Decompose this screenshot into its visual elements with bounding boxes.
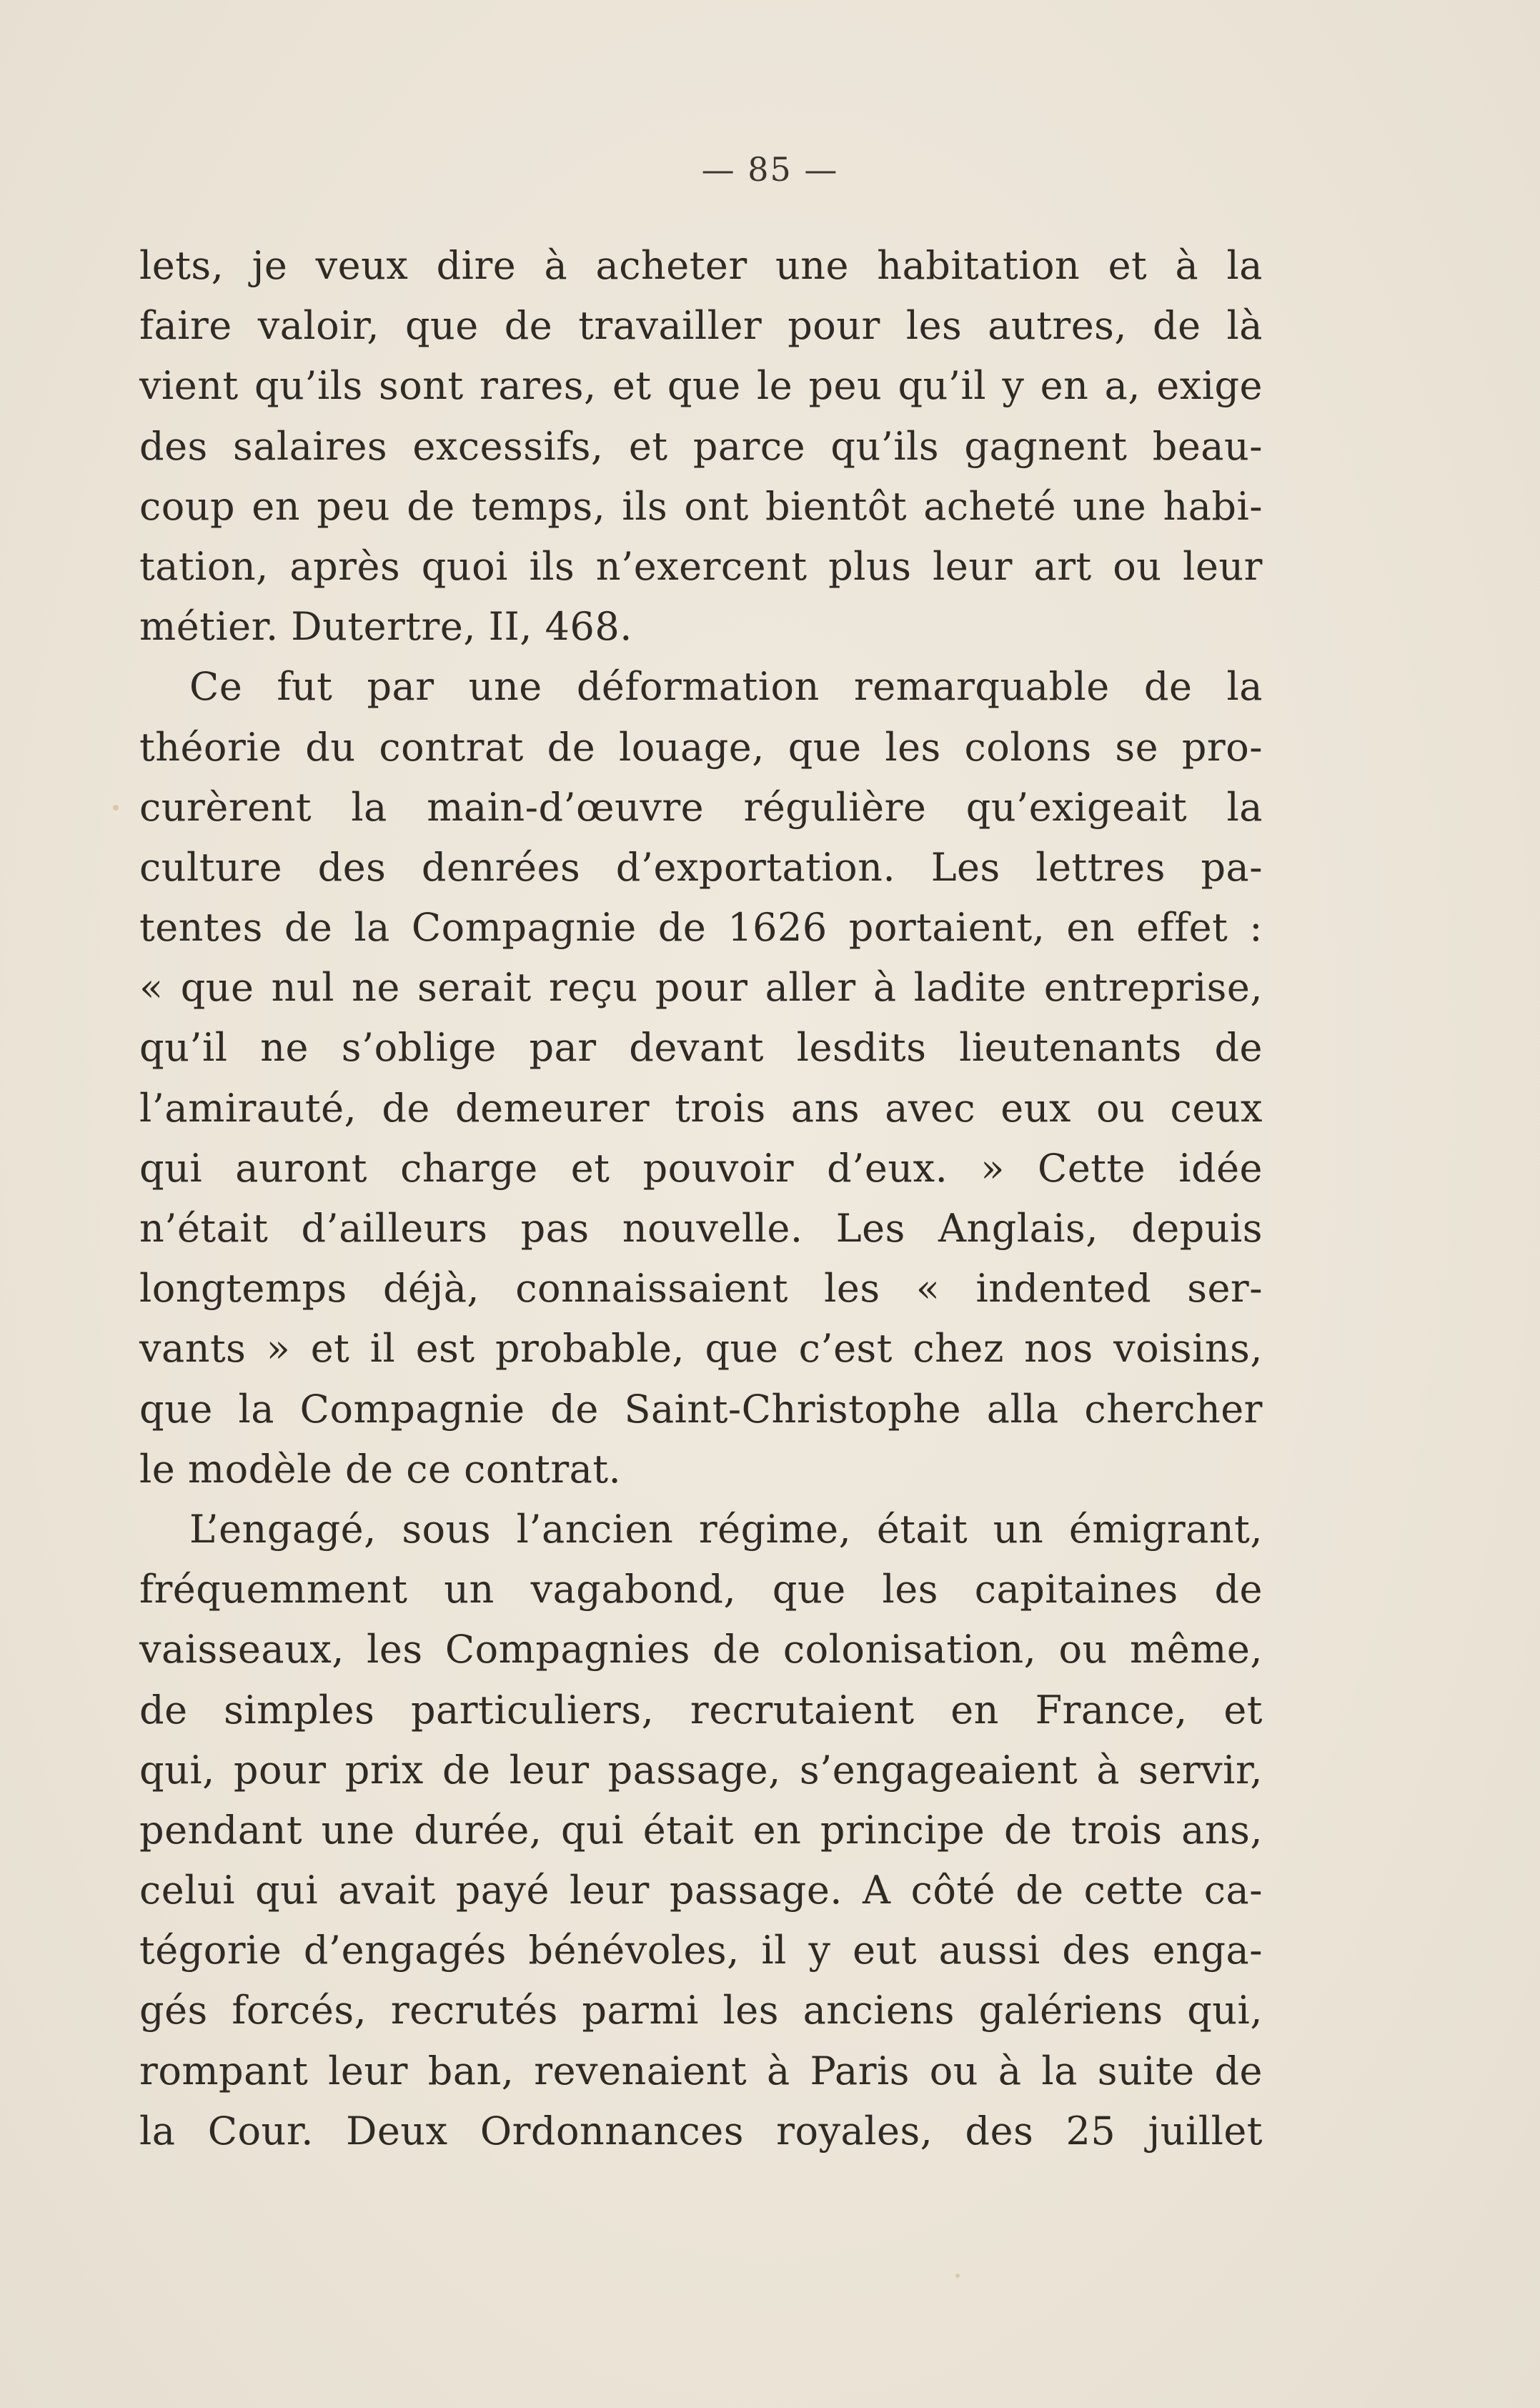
body-text (139, 236, 1263, 2161)
text-line: tentes de la Compagnie de 1626 portaient, en effet : (139, 905, 1263, 951)
text-line: des salaires excessifs, et parce qu’ils gagnent beau- (139, 423, 1263, 469)
text-line: tation, après quoi ils n’exercent plus leur art ou leur (139, 543, 1263, 589)
text-line: gés forcés, recrutés parmi les anciens galériens qui, (139, 1988, 1263, 2033)
text-line: curèrent la main-d’œuvre régulière qu’exigeait la (139, 784, 1263, 830)
text-line: fréquemment un vagabond, que les capitaines de (139, 1567, 1263, 1612)
text-line: culture des denrées d’exportation. Les lettres pa- (139, 844, 1263, 890)
text-line: L’engagé, sous l’ancien régime, était un émigrant, (189, 1506, 1263, 1552)
text-line: Ce fut par une déformation remarquable de la (189, 664, 1263, 710)
text-line: n’était d’ailleurs pas nouvelle. Les Anglais, depuis (139, 1206, 1263, 1251)
text-line: longtemps déjà, connaissaient les « indented ser- (139, 1266, 1263, 1312)
text-line: qu’il ne s’oblige par devant lesdits lieutenants de (139, 1025, 1263, 1071)
text-line: la Cour. Deux Ordonnances royales, des 25 juillet (139, 2108, 1263, 2154)
text-line: le modèle de ce contrat. (139, 1446, 622, 1492)
text-line: de simples particuliers, recrutaient en France, et (139, 1687, 1263, 1733)
text-line: rompant leur ban, revenaient à Paris ou à la suite de (139, 2048, 1263, 2094)
paper-speck (955, 2274, 960, 2278)
text-line: vient qu’ils sont rares, et que le peu qu’il y en a, exige (139, 363, 1263, 409)
text-line: lets, je veux dire à acheter une habitation et à la (139, 243, 1263, 288)
text-line: qui auront charge et pouvoir d’eux. » Cette idée (139, 1145, 1263, 1191)
text-line: vants » et il est probable, que c’est chez nos voisins, (139, 1326, 1263, 1372)
text-line: faire valoir, que de travailler pour les autres, de là (139, 303, 1263, 349)
text-line: tégorie d’engagés bénévoles, il y eut aussi des enga- (139, 1928, 1263, 1973)
text-line: théorie du contrat de louage, que les colons se pro- (139, 724, 1263, 770)
text-line: l’amirauté, de demeurer trois ans avec eux ou ceux (139, 1085, 1263, 1131)
text-line: qui, pour prix de leur passage, s’engageaient à servir, (139, 1747, 1263, 1793)
text-line: celui qui avait payé leur passage. A côté de cette ca- (139, 1868, 1263, 1913)
page-number: — 85 — (701, 150, 839, 189)
paper-speck (113, 805, 119, 811)
text-line: coup en peu de temps, ils ont bientôt acheté une habi- (139, 483, 1263, 529)
text-line: que la Compagnie de Saint-Christophe alla chercher (139, 1386, 1263, 1432)
text-line: pendant une durée, qui était en principe de trois ans, (139, 1807, 1263, 1853)
text-line: vaisseaux, les Compagnies de colonisation, ou même, (139, 1627, 1263, 1673)
text-line: « que nul ne serait reçu pour aller à ladite entreprise, (139, 965, 1263, 1011)
text-line: métier. Dutertre, II, 468. (139, 604, 632, 650)
